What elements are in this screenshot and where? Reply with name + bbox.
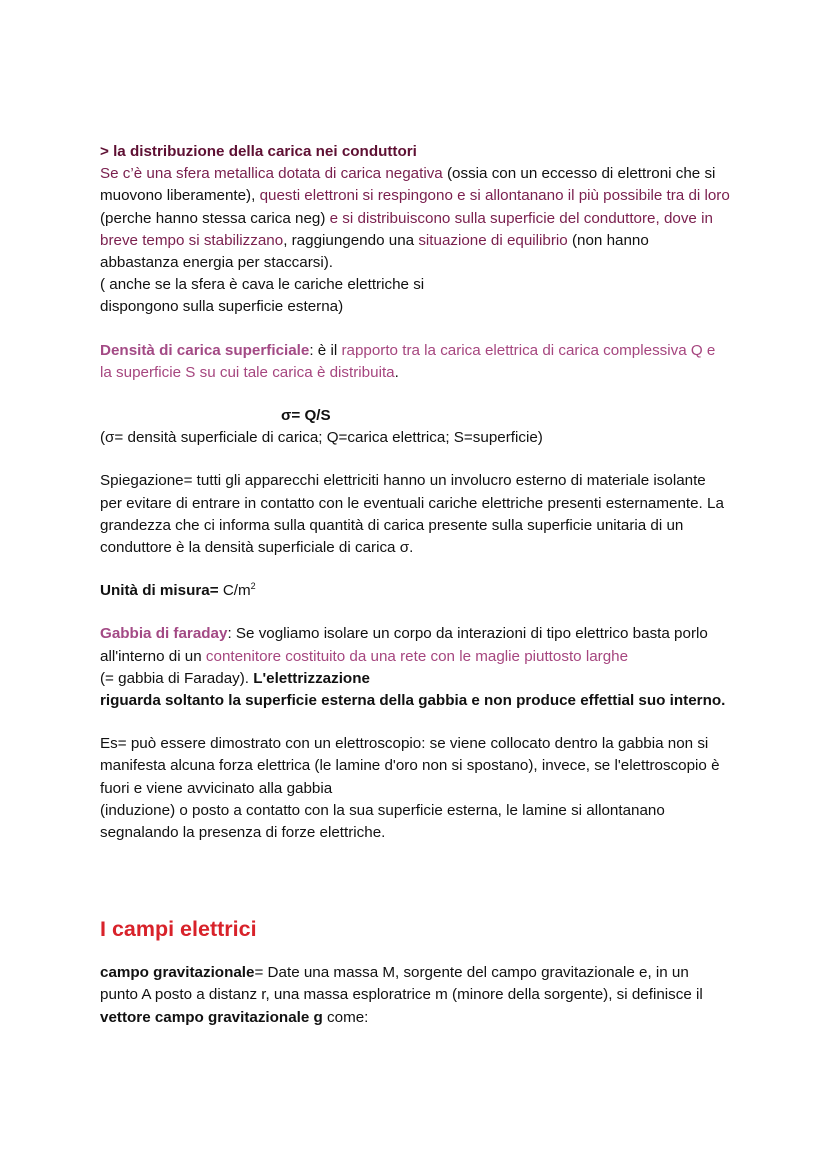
distribution-sentence-1: Se c’è una sfera metallica dotata di carica negativa <box>100 165 443 183</box>
gravitational-field-term: campo gravitazionale <box>100 964 255 982</box>
hollow-sphere-note-1: ( anche se la sfera è cava le cariche elettriche si <box>100 276 425 294</box>
unit-value: C/m <box>222 582 251 600</box>
unit-of-measure <box>100 580 730 602</box>
explanation-paragraph: Spiegazione= tutti gli apparecchi elettriciti hanno un involucro esterno di materiale isolante per evitare di entrare in contatto con le eventuali cariche elettriche presenti esternamente. La grandezza che ci informa sulla quantità di carica presente sulla superficie unitaria di un conduttore è la densità superficiale di carica σ. <box>100 472 724 557</box>
section-faraday-cage <box>100 623 730 712</box>
surface-density-definition: rapporto tra la carica elettrica di carica complessiva Q e la superficie S su cui tale carica è distribuita <box>100 341 716 381</box>
gravitational-field-paragraph <box>100 962 730 1029</box>
faraday-text-2: contenitore costituito da una rete con le maglie piuttosto larghe <box>205 647 629 665</box>
gravitational-field-text-2: come: <box>322 1008 369 1026</box>
electric-fields-heading: I campi elettrici <box>100 917 257 942</box>
surface-density-mid: : è il <box>309 341 342 359</box>
surface-density-term: Densità di carica superficiale <box>100 341 310 359</box>
section-surface-density <box>100 340 730 384</box>
surface-density-end: . <box>394 363 399 381</box>
faraday-end: . <box>721 692 726 710</box>
faraday-text-3: (= gabbia di Faraday). <box>100 669 254 687</box>
electroscope-example <box>100 733 730 844</box>
section-distribution <box>100 141 730 319</box>
faraday-term: Gabbia di faraday <box>100 625 228 643</box>
distribution-heading: > la distribuzione della carica nei conduttori <box>100 143 417 160</box>
density-formula: σ= Q/S <box>281 407 331 425</box>
density-formula-legend: (σ= densità superficiale di carica; Q=carica elettrica; S=superficie) <box>100 429 543 447</box>
electroscope-line-2: (induzione) o posto a contatto con la sua superficie esterna, le lamine si allontanano segnalando la presenza di forze elettriche. <box>100 801 665 842</box>
electroscope-line-1: Es= può essere dimostrato con un elettroscopio: se viene collocato dentro la gabbia non si manifesta alcuna forza elettrica (le lamine d'oro non si spostano), invece, se l'elettroscopio è fuori e viene avvicinato alla gabbia <box>100 735 720 797</box>
distribution-sentence-3: questi elettroni si respingono e si allontanano il più possibile tra di loro <box>259 187 730 205</box>
page-content <box>100 141 730 1029</box>
gravitational-field-text-1: = Date una massa M, sorgente del campo gravitazionale e, in un punto A posto a distanz r, una massa esploratrice m (minore della sorgente), si definisce il <box>100 964 703 1004</box>
distribution-sentence-5: e si distribuiscono sulla superficie del conduttore, dove in breve tempo si stabilizzano <box>100 209 713 249</box>
faraday-bold-2: riguarda soltanto la superficie esterna della gabbia e non produce effettial suo interno <box>100 692 722 710</box>
gravitational-field-vector: vettore campo gravitazionale g <box>100 1008 323 1026</box>
unit-exponent: 2 <box>250 581 256 592</box>
unit-equals: = <box>209 582 223 600</box>
hollow-sphere-note-2: dispongono sulla superficie esterna) <box>100 298 344 316</box>
distribution-sentence-7: situazione di equilibrio <box>418 231 568 249</box>
faraday-text-1: : Se vogliamo isolare un corpo da interazioni di tipo elettrico basta porlo all'interno di un <box>100 625 708 665</box>
unit-label: Unità di misura <box>100 582 210 600</box>
distribution-sentence-6: , raggiungendo una <box>283 231 419 249</box>
distribution-sentence-4: (perche hanno stessa carica neg) <box>100 209 330 227</box>
faraday-bold-1: L'elettrizzazione <box>253 669 370 687</box>
distribution-sentence-2: (ossia con un eccesso di elettroni che si muovono liberamente), <box>100 165 716 205</box>
distribution-sentence-8: (non hanno abbastanza energia per staccarsi). <box>100 231 649 272</box>
